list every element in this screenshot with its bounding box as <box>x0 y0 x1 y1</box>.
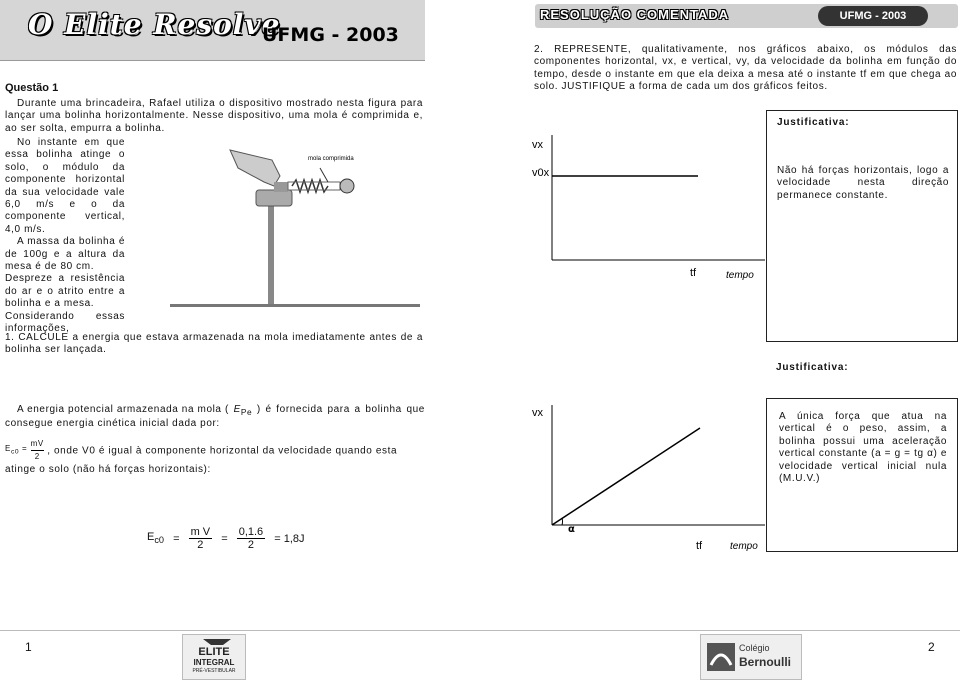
solution-1-symbol-sub: Pe <box>240 407 253 417</box>
formula-fraction: $\frac{mV}{2}$ <box>30 439 44 462</box>
label-pointer <box>320 168 328 182</box>
bernoulli-line-1: Colégio <box>739 643 770 653</box>
solution-1-paragraph <box>5 404 425 431</box>
question-1-body <box>5 137 125 336</box>
calc-equals-2: = <box>221 532 228 545</box>
footer-divider <box>0 630 960 631</box>
page-number-right: 2 <box>928 640 935 654</box>
graph-2-ylabel: vx <box>532 407 543 419</box>
graph-2-xlabel: tempo <box>730 541 758 552</box>
bernoulli-logo-mark <box>707 643 735 671</box>
formula-explanation: , onde V0 é igual à componente horizontal da velocidade quando esta atinge o solo (não há forças horizontais): <box>5 445 398 475</box>
graph-1-xlabel: tempo <box>726 270 754 281</box>
graph-2-linear-line <box>552 428 700 525</box>
question-1-assumption: Despreze a resistência do ar e o atrito entre a bolinha e a mesa. <box>5 273 125 310</box>
brand-title: O Elite Resolve <box>28 8 281 41</box>
question-1-item: 1. CALCULE a energia que estava armazenada na mola imediatamente antes de a bolinha ser lançada. <box>5 332 423 356</box>
question-1-title: Questão 1 <box>5 82 59 94</box>
graph-2-angle-arc <box>562 518 563 525</box>
table-top <box>170 304 420 307</box>
justification-1-label: Justificativa: <box>777 117 850 128</box>
calc-fraction-1: $\frac{\text{m V}}{2}$ <box>190 526 211 551</box>
bernoulli-line-2: Bernoulli <box>739 655 792 669</box>
exam-title-right: UFMG - 2003 <box>839 10 907 22</box>
calc-equals-1: = <box>173 532 180 545</box>
question-2-statement: 2. REPRESENTE, qualitativamente, nos gráficos abaixo, os módulos das componentes horizontal, vx, e vertical, vy, da velocidade da bolinha em função do tempo, desde o instante em que ela deixa a mesa até o instante tf em que chega ao solo. JUSTIFIQUE a forma de cada um dos gráficos feitos. <box>534 44 957 93</box>
solution-1-start: A energia potencial armazenada na mola ( <box>17 404 229 415</box>
justification-2-box <box>766 398 958 552</box>
calc-ec0: $E_{c0}$ <box>147 531 165 546</box>
bernoulli-logo <box>700 634 802 680</box>
logo-line-3: PRÉ-VESTIBULAR <box>192 668 236 674</box>
trigger <box>274 182 288 192</box>
clamp <box>256 190 292 206</box>
graph-2-tf-label: tf <box>696 540 703 552</box>
question-1-statement: No instante em que essa bolinha atinge o solo, o módulo da componente horizontal da sua velocidade vale 6,0 m/s e o da componente vertical, 4,0 m/s. <box>5 137 125 235</box>
page-number-left: 1 <box>25 640 32 654</box>
exam-badge-right <box>818 6 928 26</box>
justification-2-text: A única força que atua na vertical é o peso, assim, a bolinha possui uma aceleração vertical constante (a = g = tg α) e velocidade vertical inicial nula (M.U.V.) <box>779 411 947 485</box>
spring-label: mola comprimida <box>308 156 354 162</box>
question-1-mass: A massa da bolinha é de 100g e a altura da mesa é de 80 cm. <box>5 236 125 273</box>
justification-2-label: Justificativa: <box>776 362 849 373</box>
solution-1-end: ) é fornecida para a bolinha que consegue energia cinética inicial dada por: <box>5 404 425 430</box>
graph-1-vx <box>530 130 770 285</box>
formula-ec0: $E_{c0}$ = <box>5 443 28 456</box>
exam-title-left: UFMG - 2003 <box>262 24 399 46</box>
justification-1-text: Não há forças horizontais, logo a velocidade nesta direção permanece constante. <box>777 165 949 201</box>
section-title: RESOLUÇÃO COMENTADA <box>540 7 730 22</box>
solution-1-formula-line <box>5 438 425 476</box>
logo-line-1: ELITE <box>198 646 230 658</box>
graph-2-alpha-label: α <box>568 524 575 535</box>
calculation <box>147 526 305 551</box>
question-1-considering: Considerando essas informações, <box>5 310 125 335</box>
spring-device-figure <box>170 140 420 310</box>
logo-line-2: INTEGRAL <box>193 658 235 667</box>
solution-1-symbol: E <box>233 404 241 415</box>
calc-fraction-2: $\frac{0,1.6}{2}$ <box>238 526 264 551</box>
hand-illustration <box>230 150 280 186</box>
graph-1-ylabel: vx <box>532 139 543 151</box>
calc-result: = 1,8J <box>274 532 305 545</box>
graph-1-tf-label: tf <box>690 267 697 279</box>
ball <box>340 179 354 193</box>
graph-2-vy <box>530 400 770 560</box>
question-1-intro: Durante uma brincadeira, Rafael utiliza o dispositivo mostrado nesta figura para lançar uma bolinha horizontalmente. Nesse dispositivo, uma mola é comprimida e, ao ser solta, empurra a bolinha. <box>5 98 423 134</box>
justification-1-box <box>766 110 958 342</box>
graph-1-v0-label: v0x <box>532 167 550 179</box>
elite-integral-logo <box>182 634 246 680</box>
support-post <box>268 198 274 304</box>
